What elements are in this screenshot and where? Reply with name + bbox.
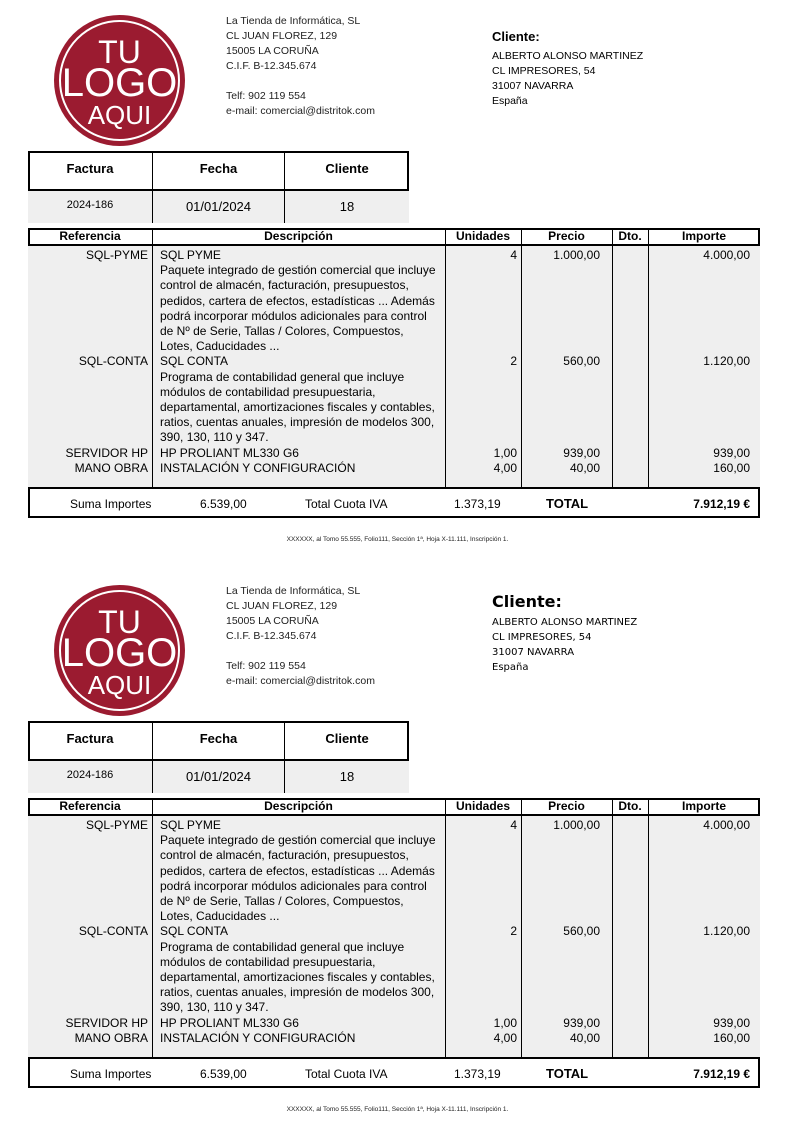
item-units: 2 — [510, 354, 517, 369]
item-description-line: Programa de contabilidad general que incluye — [160, 369, 405, 384]
item-price: 1.000,00 — [553, 248, 600, 262]
item-amount: 939,00 — [713, 1015, 750, 1030]
item-reference: MANO OBRA — [74, 1030, 148, 1045]
item-amount: 1.120,00 — [703, 354, 750, 369]
item-units: 4 — [510, 818, 517, 832]
col-reference-header: Referencia — [59, 799, 121, 813]
item-reference: SERVIDOR HP — [65, 1015, 148, 1030]
item-description-line: pedidos, cartera de efectos, estadísticas ... Además — [160, 293, 435, 308]
item-description-line: pedidos, cartera de efectos, estadísticas ... Además — [160, 863, 435, 878]
col-amount-header: Importe — [681, 799, 726, 813]
logo-text-line1: TU — [98, 34, 141, 70]
client-title: Cliente: — [492, 592, 562, 611]
company-email[interactable]: e-mail: comercial@distritok.com — [226, 105, 375, 117]
item-description-line: Programa de contabilidad general que incluye — [160, 939, 405, 954]
item-description-line: Lotes, Caducidades ... — [160, 909, 280, 924]
client-address: CL IMPRESORES, 54 — [492, 632, 592, 643]
logo-text-line2: LOGO — [61, 631, 178, 675]
item-reference: MANO OBRA — [74, 460, 148, 475]
client-code-value: 18 — [339, 199, 355, 214]
invoice-date-label: Fecha — [199, 161, 238, 176]
company-address: CL JUAN FLOREZ, 129 — [226, 30, 338, 42]
item-amount: 1.120,00 — [703, 924, 750, 939]
client-country: España — [492, 95, 528, 107]
item-reference: SQL-PYME — [85, 818, 148, 832]
invoice-date-label: Fecha — [199, 731, 238, 746]
col-reference-header: Referencia — [59, 229, 121, 243]
company-cif: C.I.F. B-12.345.674 — [226, 630, 317, 642]
company-cif: C.I.F. B-12.345.674 — [226, 60, 317, 72]
invoice-number-value: 2024-186 — [66, 769, 114, 781]
item-description-line: SQL CONTA — [160, 354, 229, 369]
company-phone: Telf: 902 119 554 — [226, 90, 306, 102]
col-description-header: Descripción — [264, 229, 333, 243]
company-info — [226, 14, 375, 119]
invoice-copy-2 — [0, 570, 795, 1130]
item-description-line: de Nº de Serie, Tallas / Colores, Compuestos, — [160, 894, 404, 908]
invoice-number-label: Factura — [66, 161, 114, 176]
col-discount-header: Dto. — [618, 229, 642, 243]
col-discount-header: Dto. — [618, 799, 642, 813]
company-name: La Tienda de Informática, SL — [226, 585, 361, 597]
item-description-line: podrá incorporar módulos adicionales para control — [160, 878, 427, 893]
totals-row — [28, 1057, 760, 1088]
item-description-line: INSTALACIÓN Y CONFIGURACIÓN — [160, 1030, 356, 1045]
legal-footer: XXXXXX, al Tomo 55.555, Folio111, Sección 1ª, Hoja X-11.111, Inscripción 1. — [286, 536, 509, 543]
logo-text-line3: AQUI — [87, 670, 152, 700]
item-description-line: 390, 130, 110 y 347. — [160, 1000, 269, 1015]
logo-text-line2: LOGO — [61, 61, 178, 105]
item-units: 1,00 — [493, 1015, 517, 1030]
invoice-number-label: Factura — [66, 731, 114, 746]
item-price: 939,00 — [563, 445, 600, 460]
invoice-copy-1 — [0, 0, 795, 560]
item-price: 560,00 — [563, 354, 600, 369]
client-name: ALBERTO ALONSO MARTINEZ — [492, 617, 638, 628]
invoice-header-table — [28, 151, 409, 223]
item-reference: SQL-CONTA — [78, 924, 148, 939]
item-description-line: control de almacén, facturación, presupuestos, — [160, 278, 409, 293]
client-city: 31007 NAVARRA — [492, 647, 575, 658]
item-amount: 160,00 — [713, 1030, 750, 1045]
item-reference: SERVIDOR HP — [65, 445, 148, 460]
client-info — [492, 592, 637, 675]
client-code-label: Cliente — [325, 161, 369, 176]
total-label: TOTAL — [546, 1066, 589, 1081]
client-info — [492, 28, 643, 109]
company-email[interactable]: e-mail: comercial@distritok.com — [226, 675, 375, 687]
items-table — [28, 798, 760, 1058]
item-description-line: Lotes, Caducidades ... — [160, 339, 280, 354]
item-reference: SQL-CONTA — [78, 354, 148, 369]
item-price: 40,00 — [569, 460, 600, 475]
item-description-line: módulos de contabilidad presupuestaria, — [160, 384, 376, 399]
item-description-line: departamental, amortizaciones fiscales y contables, — [160, 400, 435, 414]
iva-value: 1.373,19 — [454, 497, 501, 511]
company-name: La Tienda de Informática, SL — [226, 15, 361, 27]
item-description-line: control de almacén, facturación, presupuestos, — [160, 848, 409, 863]
invoice-date-value: 01/01/2024 — [185, 769, 252, 784]
item-description-line: departamental, amortizaciones fiscales y contables, — [160, 970, 435, 984]
invoice-header-table — [28, 721, 409, 793]
col-amount-header: Importe — [681, 229, 726, 243]
item-reference: SQL-PYME — [85, 248, 148, 262]
item-units: 4,00 — [493, 1030, 517, 1045]
company-address: CL JUAN FLOREZ, 129 — [226, 600, 338, 612]
item-price: 560,00 — [563, 924, 600, 939]
item-amount: 4.000,00 — [703, 248, 750, 262]
item-price: 40,00 — [569, 1030, 600, 1045]
sum-label: Suma Importes — [70, 1067, 152, 1081]
col-description-header: Descripción — [264, 799, 333, 813]
item-description-line: 390, 130, 110 y 347. — [160, 430, 269, 445]
item-price: 939,00 — [563, 1015, 600, 1030]
totals-row — [28, 487, 760, 518]
invoice-date-value: 01/01/2024 — [185, 199, 252, 214]
client-address: CL IMPRESORES, 54 — [492, 65, 596, 77]
item-amount: 160,00 — [713, 460, 750, 475]
item-description-line: INSTALACIÓN Y CONFIGURACIÓN — [160, 460, 356, 475]
item-units: 1,00 — [493, 445, 517, 460]
item-description-line: HP PROLIANT ML330 G6 — [160, 445, 299, 460]
company-logo — [54, 15, 185, 146]
logo-text-line3: AQUI — [87, 100, 152, 130]
iva-label: Total Cuota IVA — [305, 1067, 388, 1081]
item-description-line: SQL CONTA — [160, 924, 229, 939]
col-units-header: Unidades — [455, 799, 510, 813]
item-description-line: ratios, cuentas anuales, impresión de modelos 300, — [160, 415, 435, 430]
total-value: 7.912,19 € — [693, 1067, 750, 1081]
col-price-header: Precio — [548, 229, 585, 243]
client-title: Cliente: — [492, 29, 540, 44]
col-units-header: Unidades — [455, 229, 510, 243]
item-description-line: SQL PYME — [160, 818, 221, 832]
invoice-number-value: 2024-186 — [66, 199, 114, 211]
item-amount: 4.000,00 — [703, 818, 750, 832]
client-city: 31007 NAVARRA — [492, 80, 574, 92]
item-description-line: módulos de contabilidad presupuestaria, — [160, 954, 376, 969]
logo-text-line1: TU — [98, 604, 141, 640]
item-units: 2 — [510, 924, 517, 939]
item-description-line: HP PROLIANT ML330 G6 — [160, 1015, 299, 1030]
item-description-line: de Nº de Serie, Tallas / Colores, Compuestos, — [160, 324, 404, 338]
company-info — [226, 584, 375, 689]
client-code-label: Cliente — [325, 731, 369, 746]
item-amount: 939,00 — [713, 445, 750, 460]
item-description-line: Paquete integrado de gestión comercial que incluye — [160, 263, 436, 278]
item-description-line: podrá incorporar módulos adicionales para control — [160, 308, 427, 323]
legal-footer: XXXXXX, al Tomo 55.555, Folio111, Sección 1ª, Hoja X-11.111, Inscripción 1. — [286, 1106, 509, 1113]
iva-value: 1.373,19 — [454, 1067, 501, 1081]
sum-label: Suma Importes — [70, 497, 152, 511]
item-units: 4 — [510, 248, 517, 262]
company-phone: Telf: 902 119 554 — [226, 660, 306, 672]
sum-value: 6.539,00 — [200, 1067, 247, 1081]
item-description-line: ratios, cuentas anuales, impresión de modelos 300, — [160, 985, 435, 1000]
company-city: 15005 LA CORUÑA — [226, 615, 319, 627]
iva-label: Total Cuota IVA — [305, 497, 388, 511]
company-city: 15005 LA CORUÑA — [226, 45, 319, 57]
col-price-header: Precio — [548, 799, 585, 813]
item-units: 4,00 — [493, 460, 517, 475]
total-value: 7.912,19 € — [693, 497, 750, 511]
client-name: ALBERTO ALONSO MARTINEZ — [492, 50, 644, 62]
client-code-value: 18 — [339, 769, 355, 784]
client-country: España — [492, 662, 529, 673]
sum-value: 6.539,00 — [200, 497, 247, 511]
company-logo — [54, 585, 185, 716]
item-description-line: Paquete integrado de gestión comercial que incluye — [160, 833, 436, 848]
total-label: TOTAL — [546, 496, 589, 511]
item-price: 1.000,00 — [553, 818, 600, 832]
item-description-line: SQL PYME — [160, 248, 221, 262]
items-table — [28, 228, 760, 488]
